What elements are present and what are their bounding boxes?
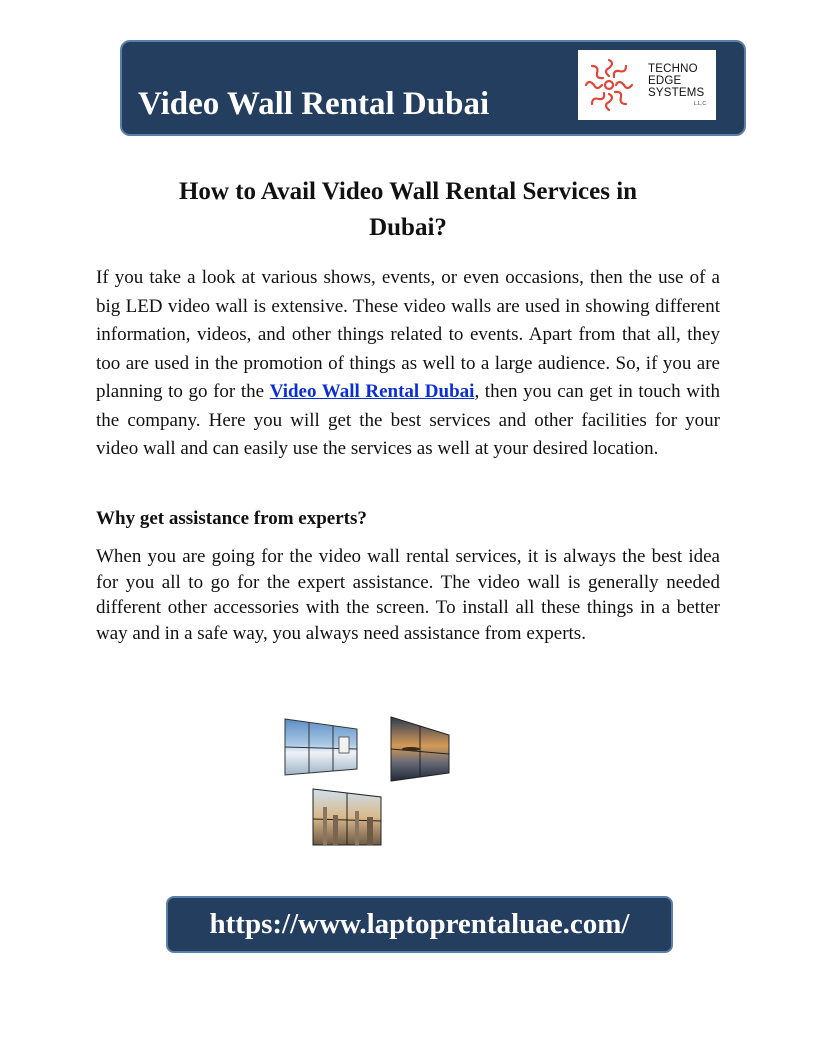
article-heading-line1: How to Avail Video Wall Rental Services in: [178, 178, 638, 205]
article-heading: [96, 174, 720, 246]
header-banner: [120, 40, 746, 136]
experts-paragraph: When you are going for the video wall rental services, it is always the best idea for you all to go for the expert assistance. The video wall is generally needed different other accessories with the screen. To install all these things in a better way and in a safe way, you always need assistance from experts.: [96, 546, 720, 644]
intro-paragraph: [96, 264, 720, 464]
intro-text-end: , then you can get in touch with the company. Here you will get the best services and other facilities for your video wall and can easily use the services as well at your desired location.: [96, 381, 721, 459]
article-heading-line2: Dubai?: [369, 214, 447, 241]
video-wall-rental-link[interactable]: Video Wall Rental Dubai: [269, 381, 475, 402]
logo-line-systems: SYSTEMS: [648, 87, 705, 99]
website-url-banner[interactable]: [166, 896, 673, 953]
logo-llc: L.L.C: [694, 101, 706, 107]
snow-video-wall: [285, 719, 357, 775]
swirl-logo-icon: [580, 54, 638, 116]
logo-line-techno: TECHNO: [648, 63, 698, 75]
video-wall-illustration: [283, 715, 451, 847]
page-title: Video Wall Rental Dubai: [138, 86, 490, 122]
logo-wordmark: [648, 63, 704, 99]
sunset-video-wall: [391, 717, 449, 781]
logo-line-edge: EDGE: [648, 75, 682, 87]
intro-text-start: If you take a look at various shows, events, or even occasions, then the use of a big LED video wall is extensive. These video walls are used in showing different information, videos, and other things related to events. Apart from that all, they too are used in the promotion of things as well to a large audience. So, if you are planning to go for the: [96, 267, 720, 402]
video-wall-product-image: [283, 715, 451, 847]
section-subheading: Why get assistance from experts?: [96, 508, 367, 529]
city-video-wall: [313, 789, 381, 845]
company-logo: [578, 50, 716, 120]
website-url[interactable]: https://www.laptoprentaluae.com/: [209, 908, 630, 940]
